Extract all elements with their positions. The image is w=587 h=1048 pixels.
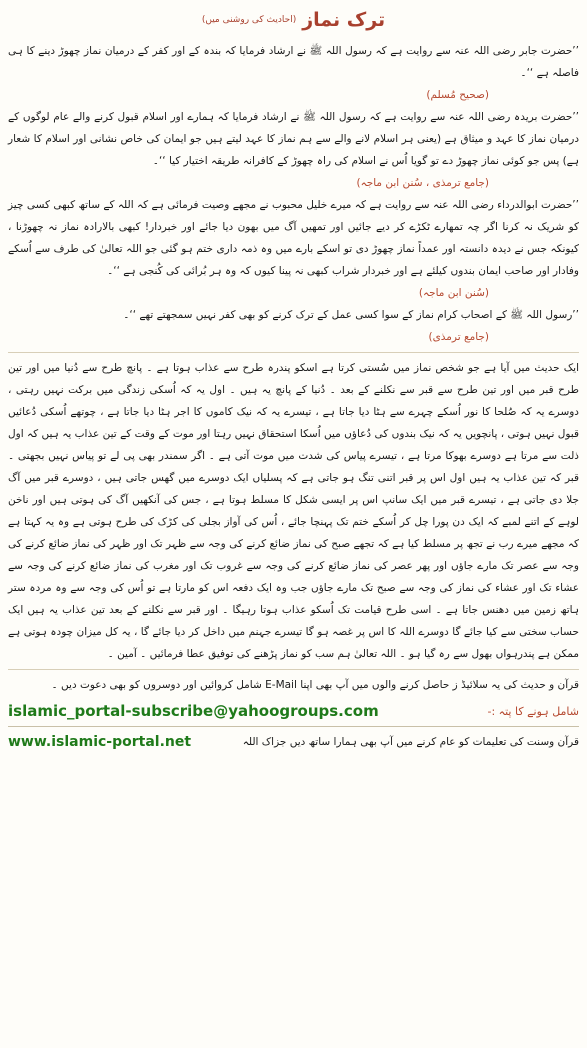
divider [8,669,579,670]
hadith-1-citation: (صحیح مُسلم) [426,89,489,101]
hadith-1 [8,40,579,106]
footer-note: قرآن وسنت کی تعلیمات کو عام کرنے میں آپ بھی ہمارا ساتھ دیں جزاک اللہ [242,736,579,748]
hadith-1-text: ’’حضرت جابر رضی اللہ عنہ سے روایت ہے کہ رسول اللہ ﷺ نے ارشاد فرمایا کہ بندہ کے اور کفر کے درمیان نماز چھوڑ دینے کا ہی فاصلہ ہے ‘‘۔ [8,45,579,79]
hadith-4-citation: (جامع ترمذی) [428,331,489,343]
closing-line: قرآن و حدیث کی یہ سلائیڈ ز حاصل کرنے والوں میں آپ بھی اپنا E-Mail شامل کروائیں اور دوسروں کو بھی دعوت دیں ۔ [51,679,579,691]
header [8,0,579,40]
subscribe-row [8,696,579,726]
hadith-3 [8,194,579,304]
hadith-3-text: ’’حضرت ابوالدرداء رضی اللہ عنہ سے روایت ہے کہ میرے خلیل محبوب نے مجھے وصیت فرمائی ہے کہ اللہ کے ساتھ کبھی کسی چیز کو شریک نہ کرنا اگر چہ تمھارے ٹکڑے کر دیے جائیں اور تمھیں آگ میں بھون دیا جائے اور خبردار! کبھی بالارادہ نماز نہ چھوڑنا ، کیونکہ جس نے دیدہ دانستہ اور عمداً نماز چھوڑ دی تو اسکے بارے میں وہ ذمہ داری ختم ہو گئی جو اللہ تعالیٰ کی طرف سے اُسکے وفادار اور صاحب ایمان بندوں کیلئے ہے اور خبردار شراب کبھی نہ پینا کیوں کہ وہ ہر بُرائی کی کُنجی ہے ‘‘۔ [8,199,579,277]
hadith-2-text: ’’حضرت بریدہ رضی اللہ عنہ سے روایت ہے کہ رسول اللہ ﷺ نے ارشاد فرمایا کہ ہمارے اور اسلام قبول کرنے والے عام لوگوں کے درمیان نماز کا عہد و میثاق ہے (یعنی ہر اسلام لانے والے سے ہم نماز کا عہد لیتے ہیں جو ایمان کی خاص نشانی اور اسلام کا شعار ہے) پس جو کوئی نماز چھوڑ دے تو گویا اُس نے اسلام کی راہ چھوڑ کے کافرانہ طریقہ اختیار کیا ‘‘۔ [8,111,579,167]
punishment-paragraph: ایک حدیث میں آیا ہے جو شخص نماز میں سُستی کرتا ہے اسکو پندرہ طرح سے عذاب ہوتا ہے ۔ پانچ طرح سے دُنیا میں اور تین طرح قبر میں اور تین طرح سے قبر سے نکلنے کے بعد ۔ دُنیا کے پانچ یہ ہیں ۔ اول یہ کہ اُسکی زندگی میں برکت نہیں رہتی ، دوسرے یہ کہ صُلحا کا نور اُسکے چہرے سے ہٹا دیا جاتا ہے ، تیسرے یہ کہ نیک کاموں کا اجر ہٹا دیا جاتا ہے ، چوتھے اُسکی دُعائیں قبول نہیں ہوتی ، پانچویں یہ کہ نیک بندوں کی دُعاؤں میں اُسکا استحقاق نہیں رہتا اور موت کے وقت کے تین عذاب یہ ہیں کہ اول ذلت سے مرتا ہے دوسرے بھوکا مرتا ہے ، تیسرے پیاس کی شدت میں موت آتی ہے ۔ اگر سمندر بھی پی لے تو پیاس نہیں بجھتی ۔ قبر کہ تین عذاب یہ ہیں اول اس پر قبر اتنی تنگ ہو جاتی ہے کہ پسلیاں ایک دوسرے میں گھس جاتی ہیں ، دوسرے قبر میں آگ جلا دی جاتی ہے ، تیسرے قبر میں ایک سانپ اس پر ایسی شکل کا مسلط ہوتا ہے ، جس کی آنکھیں آگ کی ہوتی ہیں اور ناخن لوہے کے اتنے لمبے کہ ایک دن پورا چل کر اُسکے ختم تک پہنچا جائے ، اُس کی آواز بجلی کی کڑک کی طرح ہوتی ہے وہ یہ کہتا ہے کہ مجھے میرے رب نے تجھ پر مسلط کیا ہے کہ تجھے صبح کی نماز ضائع کرنے کی وجہ سے ظہر تک اور ظہر کی نماز ضائع کرنے کی وجہ سے عصر تک مارے جاؤں اور پھر عصر کی نماز ضائع کرنے کی وجہ سے غروب تک اور مغرب کی نماز ضائع کرنے کی وجہ سے عشاء تک اور عشاء کی نماز کی وجہ سے صبح تک مارے جاؤں جب وہ ایک دفعہ اس کو مارتا ہے تو اُس کی وجہ سے وہ مردہ ستر ہاتھ زمین میں دھنس جاتا ہے ۔ اسی طرح قیامت تک اُسکو عذاب ہوتا رہیگا ۔ اور قبر سے نکلنے کے بعد تین عذاب یہ ہیں ایک حساب سختی سے کیا جائے گا دوسرے اللہ کا اس پر غصہ ہو گا تیسرے جہنم میں داخل کر دیا جائے گا ، یہ کل میزان چودہ ہوتی ہے ممکن ہے پندرہواں بھول سے رہ گیا ہو ۔ اللہ تعالیٰ ہم سب کو نماز پڑھنے کی توفیق عطا فرمائیں ۔ آمین ۔ [8,362,579,660]
subscribe-email-link[interactable]: islamic_portal-subscribe@yahoogroups.com [8,702,379,720]
website-link[interactable]: www.islamic-portal.net [8,734,192,750]
page-subtitle: (احادیث کی روشنی میں) [201,15,297,25]
hadith-4-text: ’’رسول اللہ ﷺ کے اصحاب کرام نماز کے سوا کسی عمل کے ترک کرنے کو بھی کفر نہیں سمجھتے تھے ‘‘۔ [123,309,579,321]
hadith-2 [8,106,579,194]
hadith-2-citation: (جامع ترمذی ، سُنن ابن ماجہ) [356,177,489,189]
footer [8,726,579,757]
subscribe-label: شامل ہونے کا پتہ :- [487,704,579,718]
hadith-3-citation: (سُنن ابن ماجہ) [418,287,489,299]
page-title: ترک نماز [302,9,386,31]
divider [8,352,579,353]
hadith-4 [8,304,579,348]
